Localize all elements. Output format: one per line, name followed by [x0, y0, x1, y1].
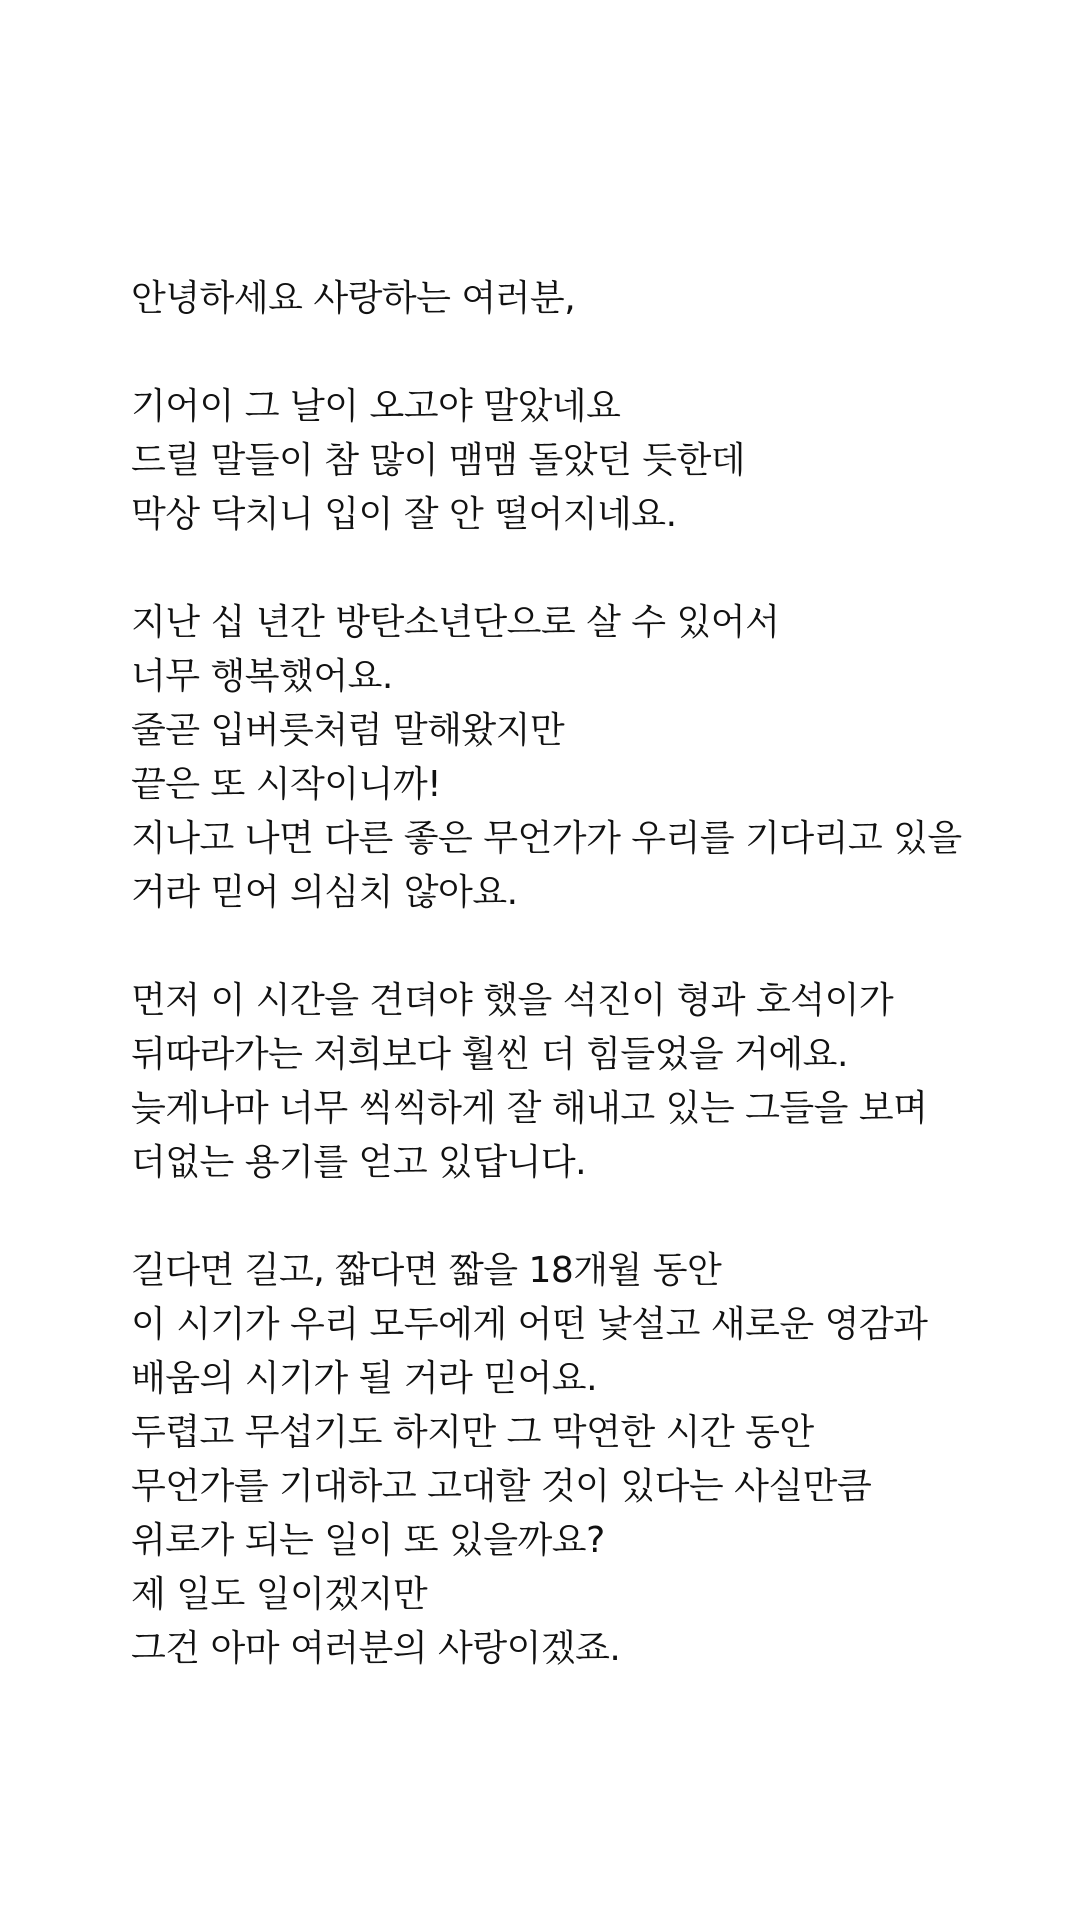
- paragraph-1: [131, 380, 1011, 542]
- text-line: 이 시기가 우리 모두에게 어떤 낯설고 새로운 영감과: [131, 1304, 928, 1345]
- text-line: 지난 십 년간 방탄소년단으로 살 수 있어서: [131, 602, 780, 643]
- text-line: 그건 아마 여러분의 사랑이겠죠.: [131, 1628, 621, 1669]
- letter-body: [131, 272, 1011, 1730]
- text-line: 기어이 그 날이 오고야 말았네요: [131, 386, 621, 427]
- paragraph-gap: [131, 326, 1011, 380]
- text-line: 무언가를 기대하고 고대할 것이 있다는 사실만큼: [131, 1466, 872, 1507]
- text-line: 거라 믿어 의심치 않아요.: [131, 872, 518, 913]
- text-line: 늦게나마 너무 씩씩하게 잘 해내고 있는 그들을 보며: [131, 1088, 928, 1129]
- text-line: 뒤따라가는 저희보다 훨씬 더 힘들었을 거에요.: [131, 1034, 848, 1075]
- text-line: 위로가 되는 일이 또 있을까요?: [131, 1520, 605, 1561]
- text-line: 지나고 나면 다른 좋은 무언가가 우리를 기다리고 있을: [131, 818, 962, 859]
- text-line: 배움의 시기가 될 거라 믿어요.: [131, 1358, 598, 1399]
- greeting-line: 안녕하세요 사랑하는 여러분,: [131, 278, 576, 319]
- text-line: 길다면 길고, 짧다면 짧을 18개월 동안: [131, 1250, 722, 1291]
- paragraph-3: [131, 974, 1011, 1190]
- text-line: 먼저 이 시간을 견뎌야 했을 석진이 형과 호석이가: [131, 980, 894, 1021]
- text-line: 드릴 말들이 참 많이 맴맴 돌았던 듯한데: [131, 440, 746, 481]
- text-line: 제 일도 일이겠지만: [131, 1574, 428, 1615]
- text-line: 줄곧 입버릇처럼 말해왔지만: [131, 710, 565, 751]
- paragraph-2: [131, 596, 1011, 920]
- text-line: 막상 닥치니 입이 잘 안 떨어지네요.: [131, 494, 677, 535]
- text-line: 더없는 용기를 얻고 있답니다.: [131, 1142, 587, 1183]
- text-line: 두렵고 무섭기도 하지만 그 막연한 시간 동안: [131, 1412, 814, 1453]
- text-line: 너무 행복했어요.: [131, 656, 393, 697]
- text-line: 끝은 또 시작이니까!: [131, 764, 442, 805]
- paragraph-4: [131, 1244, 1011, 1676]
